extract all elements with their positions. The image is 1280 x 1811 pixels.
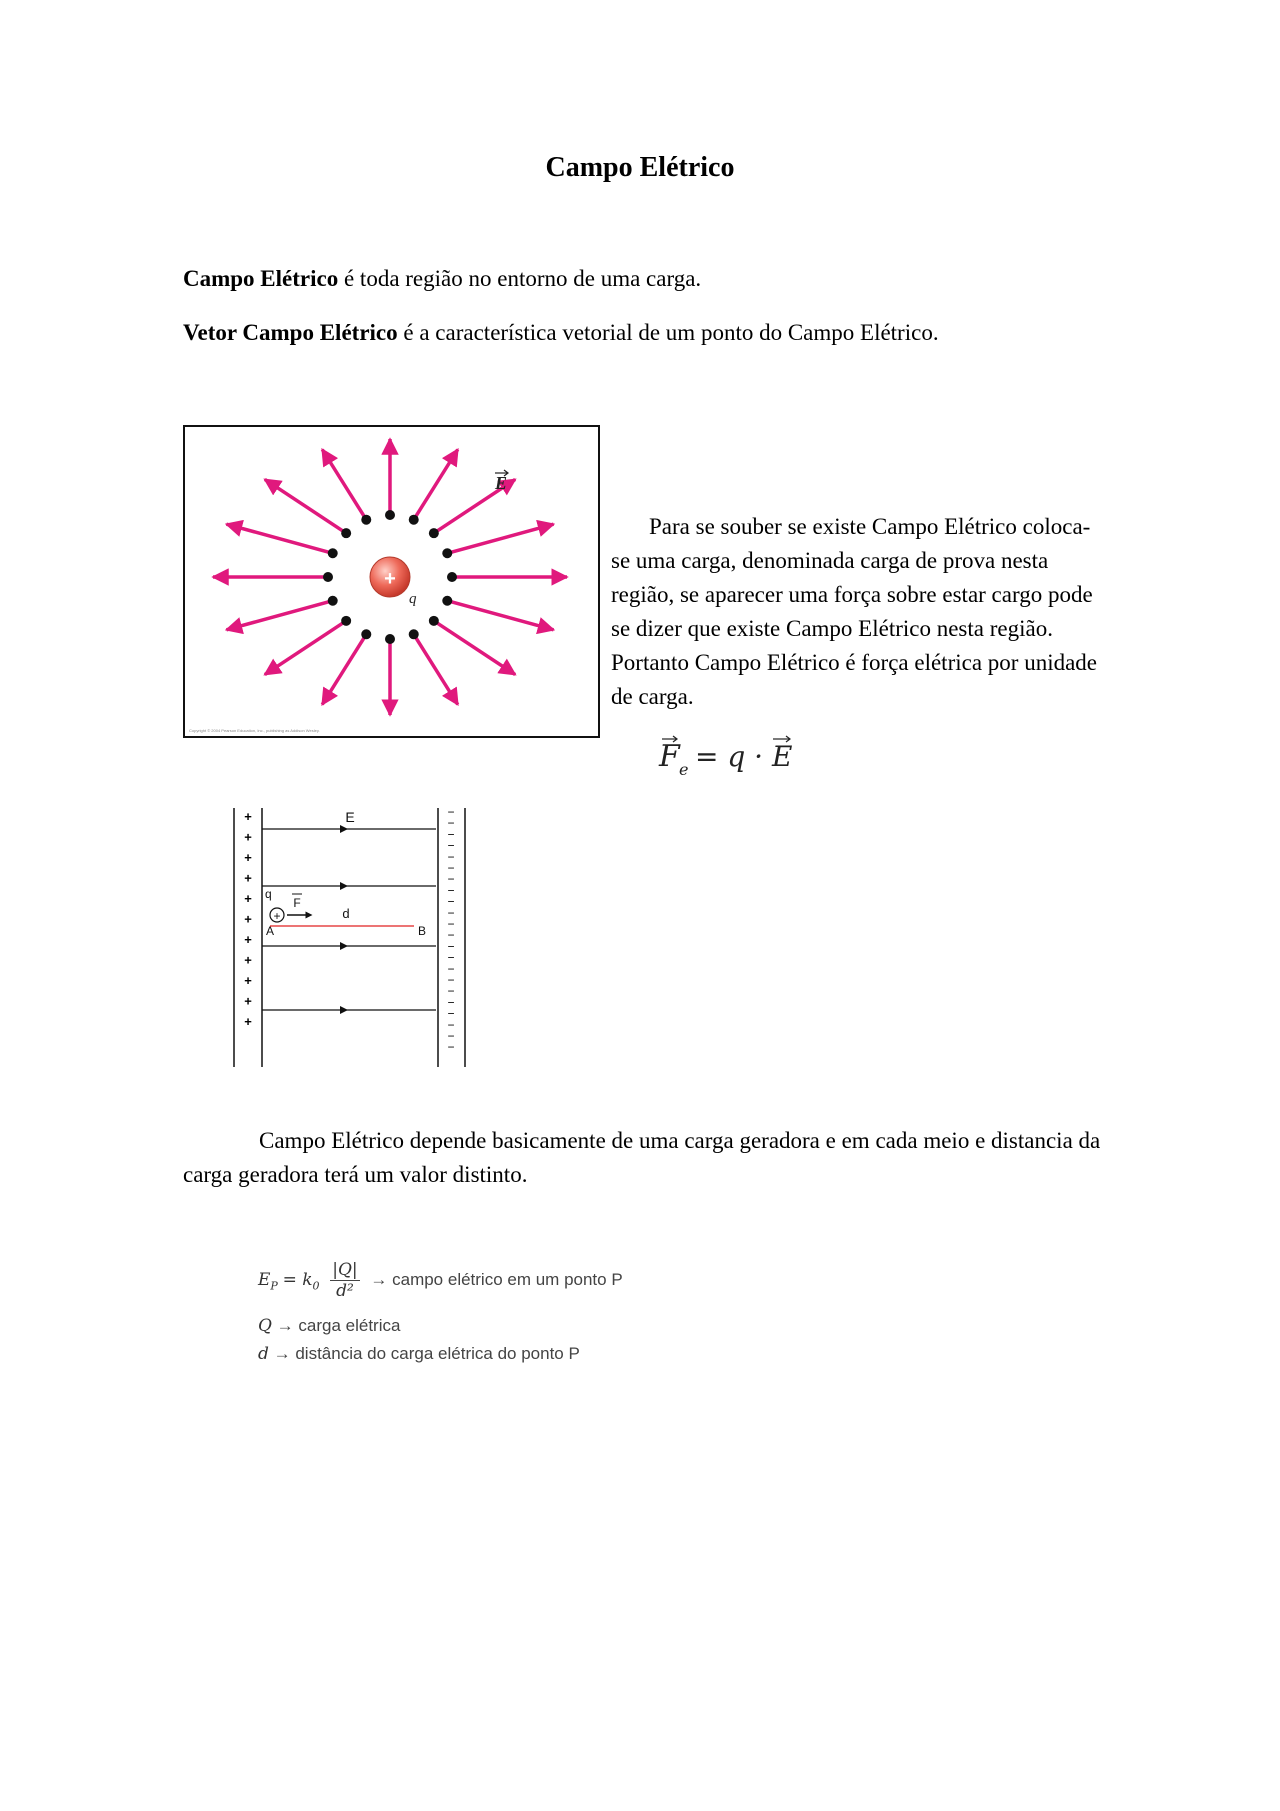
- field-vector-arrow: [322, 634, 366, 704]
- minus-sign: −: [447, 905, 455, 920]
- formula-desc-2: → carga elétrica: [276, 1316, 401, 1335]
- parallel-plates-figure: [228, 802, 478, 1072]
- plus-sign: +: [244, 973, 252, 988]
- paragraph-dependence: [183, 1124, 1113, 1192]
- plus-sign: +: [244, 870, 252, 886]
- test-charge-label: q: [265, 887, 272, 901]
- minus-sign: −: [447, 838, 455, 853]
- field-vector-arrow: [414, 634, 458, 704]
- page-title: Campo Elétrico: [545, 152, 735, 183]
- plus-sign: +: [244, 829, 252, 845]
- field-point-dot: [328, 548, 338, 558]
- field-point-dot: [447, 572, 457, 582]
- point-b-label: B: [417, 924, 427, 938]
- formula-numerator: |Q|: [332, 1260, 358, 1280]
- positive-signs: [244, 809, 252, 1029]
- minus-sign: −: [447, 827, 455, 842]
- field-vector-arrow: [265, 479, 346, 533]
- term-vetor-campo: Vetor Campo Elétrico: [183, 320, 398, 345]
- formula-fraction: [330, 1260, 359, 1301]
- formula-rhs: = q · E: [695, 740, 793, 773]
- formula-line-1: [258, 1260, 623, 1301]
- minus-sign: −: [447, 1040, 455, 1055]
- field-point-dot: [328, 596, 338, 606]
- field-point-dot: [361, 629, 371, 639]
- vector-e-label: E: [495, 473, 508, 493]
- formula-k-sub: 0: [312, 1279, 320, 1293]
- formula-desc-3: → distância do carga elétrica do ponto P: [273, 1344, 580, 1363]
- formula-line-2: [258, 1316, 400, 1336]
- test-charge-sign: +: [273, 909, 281, 923]
- minus-sign: −: [447, 961, 455, 976]
- distance-label: d: [342, 906, 350, 921]
- field-vector-arrow: [447, 524, 553, 553]
- term-campo-eletrico: Campo Elétrico: [183, 266, 339, 291]
- minus-sign: −: [447, 995, 455, 1010]
- plus-sign: +: [244, 911, 252, 927]
- symbol-q: Q: [258, 1316, 272, 1336]
- field-point-dot: [409, 515, 419, 525]
- field-point-dot: [429, 616, 439, 626]
- formula-lhs: F: [659, 739, 680, 774]
- plus-sign: +: [244, 850, 252, 865]
- minus-sign: −: [447, 805, 455, 819]
- minus-sign: −: [447, 973, 455, 987]
- field-formula-block: [258, 1260, 678, 1380]
- minus-sign: −: [447, 939, 455, 954]
- definition-vetor-campo: [183, 316, 1113, 350]
- plus-sign: +: [244, 993, 252, 1009]
- side-explanation: [611, 510, 1101, 714]
- formula-equals-k: = k: [282, 1269, 313, 1290]
- plus-sign: +: [244, 809, 252, 824]
- symbol-d: d: [258, 1344, 269, 1364]
- field-point-dot: [341, 528, 351, 538]
- field-point-dot: [429, 528, 439, 538]
- radial-field-diagram: [185, 427, 598, 736]
- plus-sign: +: [244, 932, 252, 947]
- field-point-dot: [323, 572, 333, 582]
- field-vector-arrow: [226, 601, 332, 630]
- field-direction-arrow: [340, 882, 348, 890]
- field-vector-arrow: [414, 450, 458, 520]
- minus-sign: −: [447, 1029, 455, 1043]
- minus-sign: −: [447, 849, 455, 864]
- force-label: F: [293, 896, 301, 910]
- field-point-dot: [409, 629, 419, 639]
- negative-signs: [447, 805, 454, 1054]
- field-vector-arrow: [226, 524, 332, 553]
- point-a-label: A: [265, 924, 275, 938]
- definition-text: é toda região no entorno de uma carga.: [338, 266, 702, 291]
- charge-sign: +: [384, 568, 396, 590]
- minus-sign: −: [447, 1017, 455, 1032]
- field-vector-arrow: [322, 450, 366, 520]
- field-direction-arrow: [340, 825, 348, 833]
- field-point-dot: [361, 515, 371, 525]
- field-direction-arrow: [340, 942, 348, 950]
- plus-sign: +: [244, 891, 252, 906]
- minus-sign: −: [447, 816, 455, 831]
- field-point-dot: [385, 510, 395, 520]
- paragraph-text: Campo Elétrico depende basicamente de uma carga geradora e em cada meio e distancia da carga geradora terá um valor distinto.: [183, 1128, 1101, 1187]
- definition-text: é a característica vetorial de um ponto do Campo Elétrico.: [397, 320, 939, 345]
- formula-denominator: d²: [336, 1281, 354, 1301]
- force-formula: [657, 732, 797, 780]
- minus-sign: −: [447, 894, 455, 909]
- field-vector-arrow: [447, 601, 553, 630]
- field-label: E: [345, 809, 355, 825]
- minus-sign: −: [447, 872, 455, 887]
- field-point-dot: [442, 548, 452, 558]
- minus-sign: −: [447, 1006, 455, 1021]
- minus-sign: −: [447, 984, 455, 999]
- formula-desc-1: → campo elétrico em um ponto P: [370, 1269, 623, 1289]
- radial-field-figure: [183, 425, 600, 738]
- formula-lhs-sub: P: [270, 1279, 278, 1293]
- field-point-dot: [442, 596, 452, 606]
- formula-subscript: e: [679, 760, 689, 779]
- side-text: Para se souber se existe Campo Elétrico coloca-se uma carga, denominada carga de prova nesta região, se aparecer uma força sobre estar cargo pode se dizer que existe Campo Elétrico nesta região. Portanto Campo Elétrico é força elétrica por unidade de carga.: [611, 514, 1097, 709]
- copyright-note: Copyright © 2004 Pearson Education, Inc., publishing as Addison Wesley.: [189, 728, 320, 733]
- field-point-dot: [385, 634, 395, 644]
- field-point-dot: [341, 616, 351, 626]
- field-vector-arrow: [434, 621, 515, 675]
- charge-label: q: [409, 591, 417, 607]
- formula-line-3: [258, 1344, 580, 1364]
- formula-lhs: E: [258, 1269, 271, 1290]
- minus-sign: −: [447, 950, 455, 965]
- field-direction-arrow: [340, 1006, 348, 1014]
- definition-campo-eletrico: [183, 262, 1113, 296]
- minus-sign: −: [447, 861, 455, 875]
- minus-sign: −: [447, 883, 455, 898]
- plus-sign: +: [244, 952, 252, 968]
- minus-sign: −: [447, 917, 455, 931]
- field-vector-arrow: [265, 621, 346, 675]
- minus-sign: −: [447, 928, 455, 943]
- plus-sign: +: [244, 1014, 252, 1029]
